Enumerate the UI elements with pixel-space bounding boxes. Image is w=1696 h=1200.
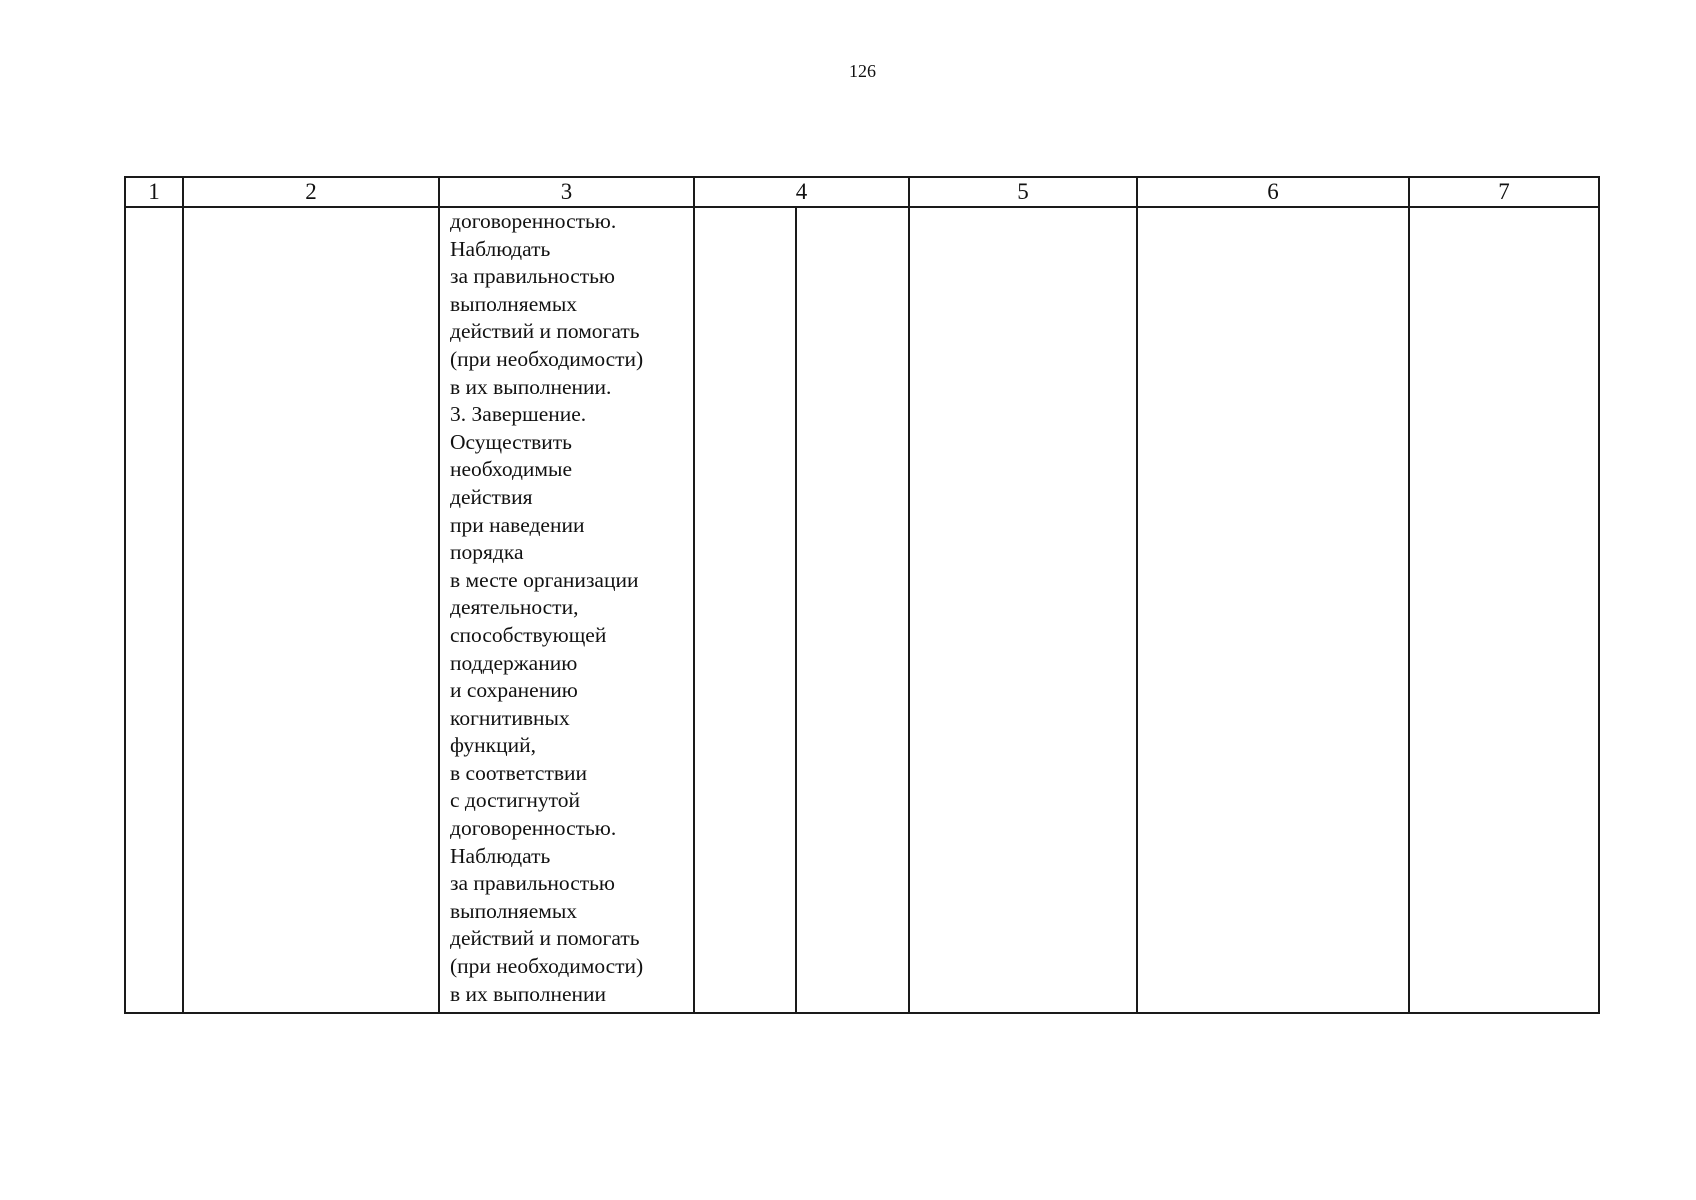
- col3-line: необходимые: [450, 457, 573, 482]
- col3-line: способствующей: [450, 622, 607, 647]
- header-col-4: 4: [694, 177, 909, 207]
- col3-line: с достигнутой: [450, 788, 581, 813]
- cell-col-7: [1409, 207, 1599, 1013]
- col3-line: поддержанию: [450, 650, 578, 675]
- col3-line: действия: [450, 484, 533, 509]
- cell-col-6: [1137, 207, 1409, 1013]
- header-col-3: 3: [439, 177, 694, 207]
- col3-line: (при необходимости): [450, 954, 644, 979]
- cell-col-4b: [796, 207, 909, 1013]
- col3-line: порядка: [450, 540, 524, 565]
- header-col-1: 1: [125, 177, 183, 207]
- col3-line: в соответствии: [450, 760, 588, 785]
- col3-line: договоренностью.: [450, 209, 617, 233]
- table-row: [125, 207, 1599, 1013]
- col3-line: за правильностью: [450, 871, 615, 896]
- col3-line: (при необходимости): [450, 346, 644, 371]
- col3-text: [440, 208, 693, 1008]
- header-col-7: 7: [1409, 177, 1599, 207]
- col3-line: когнитивных: [450, 705, 570, 730]
- col3-line: 3. Завершение.: [450, 402, 587, 427]
- col3-line: в их выполнении.: [450, 374, 612, 399]
- col3-line: действий и помогать: [450, 319, 640, 344]
- col3-line: действий и помогать: [450, 926, 640, 951]
- cell-col-3: [439, 207, 694, 1013]
- header-col-6: 6: [1137, 177, 1409, 207]
- col3-line: выполняемых: [450, 291, 578, 316]
- header-col-5: 5: [909, 177, 1137, 207]
- page-number: 126: [849, 61, 876, 81]
- col3-line: и сохранению: [450, 678, 578, 703]
- col3-line: при наведении: [450, 512, 585, 537]
- col3-line: в месте организации: [450, 567, 639, 592]
- header-col-2: 2: [183, 177, 439, 207]
- cell-col-2: [183, 207, 439, 1013]
- header-row: [125, 177, 1599, 207]
- col3-line: деятельности,: [450, 595, 579, 620]
- col3-line: Осуществить: [450, 429, 572, 454]
- cell-col-5: [909, 207, 1137, 1013]
- cell-col-4a: [694, 207, 796, 1013]
- col3-line: функций,: [450, 733, 536, 758]
- col3-line: Наблюдать: [450, 236, 551, 261]
- col3-line: за правильностью: [450, 264, 615, 289]
- col3-line: договоренностью.: [450, 816, 617, 841]
- col3-line: выполняемых: [450, 898, 578, 923]
- col3-line: Наблюдать: [450, 843, 551, 868]
- continuation-table: [124, 176, 1600, 1014]
- cell-col-1: [125, 207, 183, 1013]
- col3-line: в их выполнении: [450, 981, 607, 1006]
